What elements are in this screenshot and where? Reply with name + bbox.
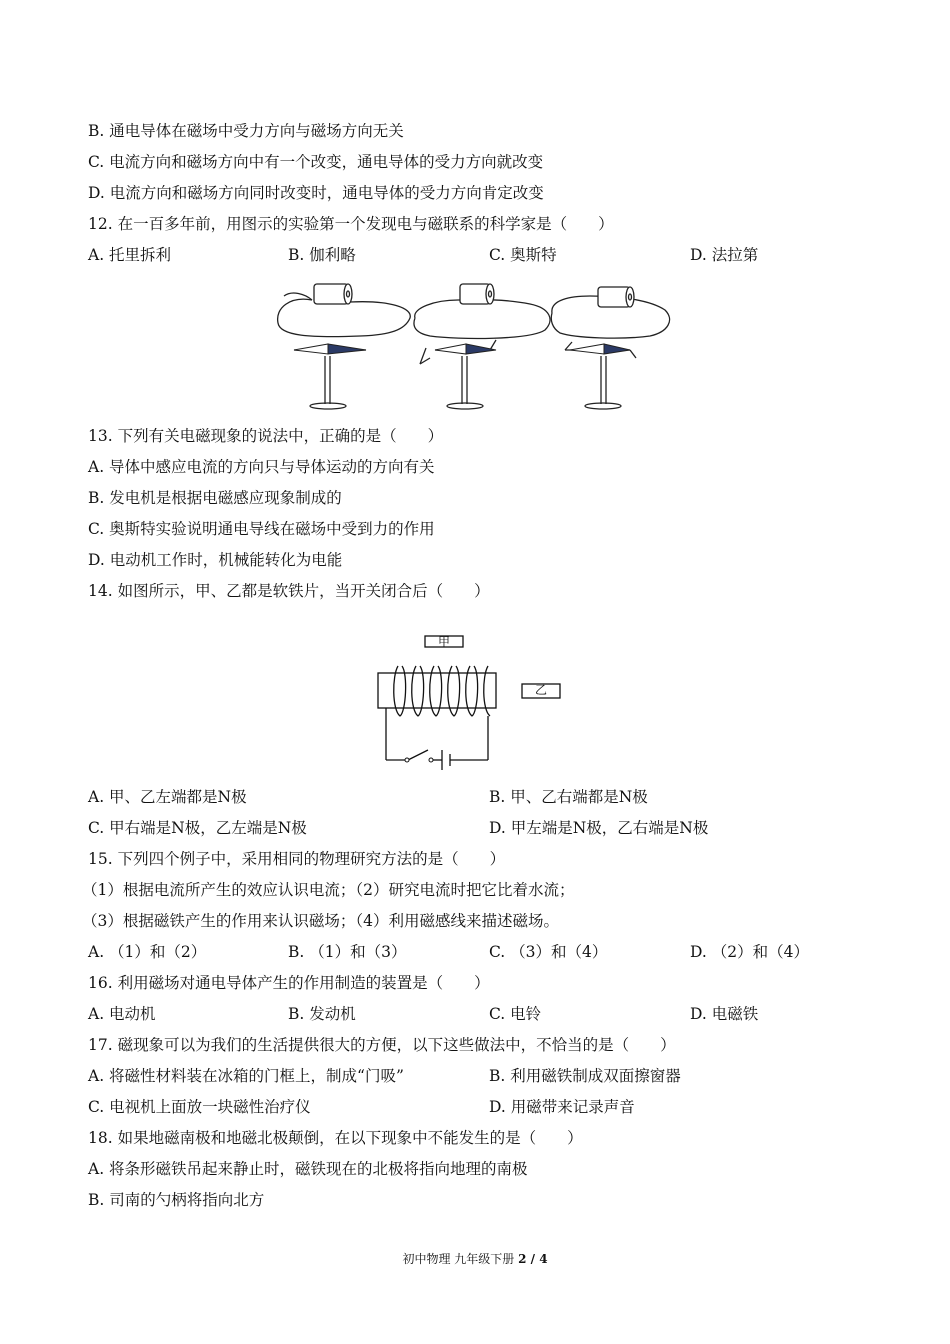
q15-sub1: （1）根据电流所产生的效应认识电流；（2）研究电流时把它比着水流； xyxy=(82,881,575,899)
q12-option-a: A. 托里拆利 xyxy=(88,246,172,264)
q15-option-b: B. （1）和（3） xyxy=(288,943,407,961)
q13-option-a: A. 导体中感应电流的方向只与导体运动的方向有关 xyxy=(88,458,435,476)
q17-option-c: C. 电视机上面放一块磁性治疗仪 xyxy=(88,1098,311,1116)
q18-option-a: A. 将条形磁铁吊起来静止时，磁铁现在的北极将指向地理的南极 xyxy=(88,1160,528,1178)
q12-option-b: B. 伽利略 xyxy=(288,246,356,264)
q12-option-d: D. 法拉第 xyxy=(690,246,759,264)
q16-option-d: D. 电磁铁 xyxy=(690,1005,759,1023)
label-jia: 甲 xyxy=(437,635,451,649)
q16-stem: 16. 利用磁场对通电导体产生的作用制造的装置是（ ） xyxy=(88,974,490,992)
electromagnet-circuit-figure xyxy=(370,628,570,774)
q15-option-d: D. （2）和（4） xyxy=(690,943,809,961)
page-number: 2 / 4 xyxy=(518,1252,548,1266)
q14-stem: 14. 如图所示，甲、乙都是软铁片，当开关闭合后（ ） xyxy=(88,582,490,600)
page-footer xyxy=(0,1250,950,1267)
q16-option-a: A. 电动机 xyxy=(88,1005,156,1023)
q16-option-b: B. 发动机 xyxy=(288,1005,356,1023)
q14-option-c: C. 甲右端是N极，乙左端是N极 xyxy=(88,819,307,837)
q17-option-d: D. 用磁带来记录声音 xyxy=(489,1098,635,1116)
q13-stem: 13. 下列有关电磁现象的说法中，正确的是（ ） xyxy=(88,427,444,445)
q14-option-d: D. 甲左端是N极，乙右端是N极 xyxy=(489,819,709,837)
q11-option-d: D. 电流方向和磁场方向同时改变时，通电导体的受力方向肯定改变 xyxy=(88,184,544,202)
q12-option-c: C. 奥斯特 xyxy=(489,246,557,264)
q13-option-b: B. 发电机是根据电磁感应现象制成的 xyxy=(88,489,342,507)
q17-option-a: A. 将磁性材料装在冰箱的门框上，制成“门吸” xyxy=(88,1067,404,1085)
q13-option-c: C. 奥斯特实验说明通电导线在磁场中受到力的作用 xyxy=(88,520,435,538)
q18-option-b: B. 司南的勺柄将指向北方 xyxy=(88,1191,265,1209)
q16-option-c: C. 电铃 xyxy=(489,1005,542,1023)
q14-option-a: A. 甲、乙左端都是N极 xyxy=(88,788,247,806)
q12-stem: 12. 在一百多年前，用图示的实验第一个发现电与磁联系的科学家是（ ） xyxy=(88,215,614,233)
q15-option-a: A. （1）和（2） xyxy=(88,943,207,961)
q11-option-b: B. 通电导体在磁场中受力方向与磁场方向无关 xyxy=(88,122,404,140)
footer-text: 初中物理 九年级下册 xyxy=(402,1252,515,1266)
q18-stem: 18. 如果地磁南极和地磁北极颠倒，在以下现象中不能发生的是（ ） xyxy=(88,1129,583,1147)
q17-option-b: B. 利用磁铁制成双面擦窗器 xyxy=(489,1067,681,1085)
q11-option-c: C. 电流方向和磁场方向中有一个改变，通电导体的受力方向就改变 xyxy=(88,153,544,171)
label-yi: 乙 xyxy=(534,683,548,697)
q14-option-b: B. 甲、乙右端都是N极 xyxy=(489,788,648,806)
q17-stem: 17. 磁现象可以为我们的生活提供很大的方便，以下这些做法中，不恰当的是（ ） xyxy=(88,1036,676,1054)
q15-stem: 15. 下列四个例子中，采用相同的物理研究方法的是（ ） xyxy=(88,850,506,868)
oersted-experiment-figure xyxy=(270,278,680,414)
q15-option-c: C. （3）和（4） xyxy=(489,943,608,961)
q15-sub2: （3）根据磁铁产生的作用来认识磁场；（4）利用磁感线来描述磁场。 xyxy=(82,912,559,930)
q13-option-d: D. 电动机工作时，机械能转化为电能 xyxy=(88,551,343,569)
